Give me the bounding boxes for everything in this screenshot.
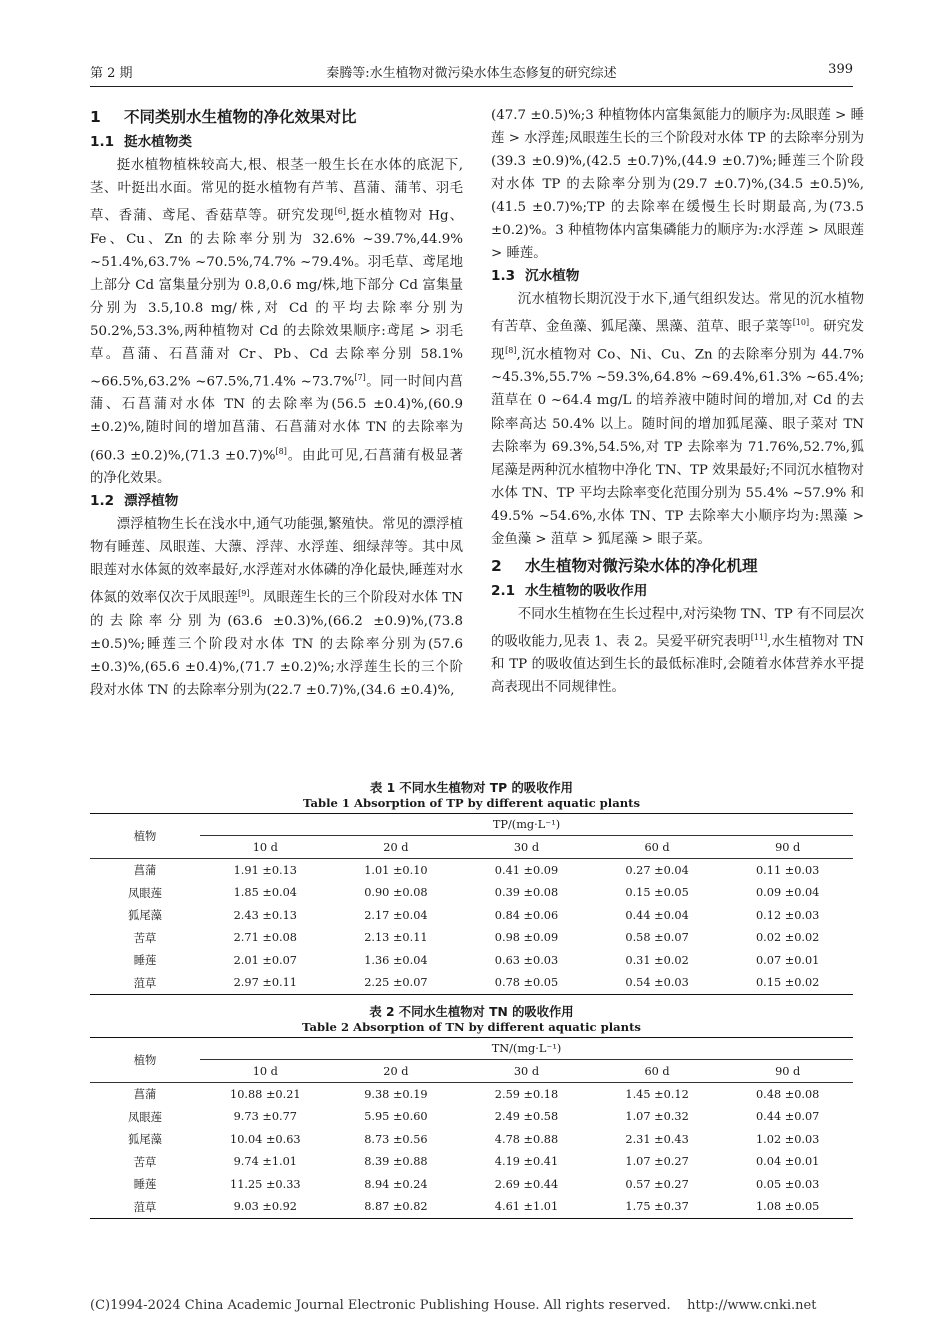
copyright-footer: (C)1994-2024 China Academic Journal Electronic Publishing House. All rights reserved. http://www.cnki.net	[90, 1298, 817, 1313]
table-row: 狐尾藻 10.04 ±0.63 8.73 ±0.56 4.78 ±0.88 2.31 ±0.43 1.02 ±0.03	[128, 1132, 820, 1147]
citation: [8]	[275, 446, 287, 456]
table-row: 菹草 9.03 ±0.92 8.87 ±0.82 4.61 ±1.01 1.75 ±0.37 1.08 ±0.05	[90, 1196, 853, 1219]
citation: [8]	[505, 345, 517, 355]
section-1-1-heading: 1.1 挺水植物类	[90, 134, 192, 150]
citation: [7]	[354, 372, 366, 382]
row-header-label: 植物	[90, 1038, 200, 1083]
running-title: 秦腾等:水生植物对微污染水体生态修复的研究综述	[326, 66, 617, 81]
paragraph-floating-plants-cont: (47.7 ±0.5)%;3 种植物体内富集氮能力的顺序为:凤眼莲 > 睡莲 > 水浮莲;凤眼莲生长的三个阶段对水体 TP 的去除率分别为(39.3 ±0.9)%,(42.5 ±0.7)%,(44.9 ±0.7)%;睡莲三个阶段对水体 TP 的去除率分别为(29.7 ±0.7)%,(34.5 ±0.5)%,(41.5 ±0.7)%;TP 的去除率在缓慢生长时期最高,为(73.5 ±0.2)%。3 种植物体内富集磷能力的顺序为:水浮莲 > 凤眼莲 > 睡莲。	[491, 108, 864, 262]
section-2-heading: 2 水生植物对微污染水体的净化机理	[491, 556, 758, 575]
table-1	[90, 813, 853, 995]
table-2-caption-zh: 表 2 不同水生植物对 TN 的吸收作用	[369, 1005, 574, 1019]
table-row: 苦草 9.74 ±1.01 8.39 ±0.88 4.19 ±0.41 1.07 ±0.27 0.04 ±0.01	[133, 1155, 820, 1169]
day-header: 60 d	[592, 836, 723, 859]
day-header: 60 d	[592, 1060, 723, 1083]
citation: [6]	[334, 207, 346, 217]
section-1-3-heading: 1.3 沉水植物	[491, 268, 580, 285]
day-header: 10 d	[200, 836, 331, 859]
table-2	[90, 1037, 853, 1219]
page-number: 399	[828, 62, 853, 77]
paragraph-absorption: 不同水生植物在生长过程中,对污染物 TN、TP 有不同层次的吸收能力,见表 1、表 2。吴爱平研究表明[11],水生植物对 TN 和 TP 的吸收值达到生长的最低标准时,会随着水体营养水平提高表现出不同规律性。	[491, 606, 864, 696]
table-row: 狐尾藻 2.43 ±0.13 2.17 ±0.04 0.84 ±0.06 0.44 ±0.04 0.12 ±0.03	[128, 908, 820, 923]
table-2-caption-en: Table 2 Absorption of TN by different aquatic plants	[302, 1020, 641, 1034]
day-header: 20 d	[331, 1060, 462, 1083]
right-column	[491, 104, 864, 699]
day-header: 90 d	[722, 1060, 853, 1083]
citation: [11]	[750, 632, 768, 642]
table-1-caption-zh: 表 1 不同水生植物对 TP 的吸收作用	[370, 781, 573, 795]
citation: [9]	[238, 589, 250, 599]
issue-label: 第 2 期	[90, 66, 133, 81]
day-header: 90 d	[722, 836, 853, 859]
unit-label: TP/(mg·L⁻¹)	[200, 814, 853, 836]
paragraph-submerged-plants: 沉水植物长期沉没于水下,通气组织发达。常见的沉水植物有苦草、金鱼藻、狐尾藻、黑藻、菹草、眼子菜等[10]。研究发现[8],沉水植物对 Co、Ni、Cu、Zn 的去除率分别为 44.7% ~45.3%,55.7% ~59.3%,64.8% ~69.4%,61.3% ~65.4%;菹草在 0 ~64.4 mg/L 的培养液中随时间的增加,对 Cd 的去除率高达 50.4% 以上。随时间的增加狐尾藻、眼子菜对 TN 去除率为 69.3%,54.5%,对 TP 去除率为 71.76%,52.7%,狐尾藻是两种沉水植物中净化 TN、TP 效果最好;不同沉水植物对水体 TN、TP 平均去除率变化范围分别为 55.4% ~57.9% 和 49.5% ~54.6%,水体 TN、TP 去除率大小顺序均为:黑藻 > 金鱼藻 > 菹草 > 狐尾藻 > 眼子菜。	[491, 292, 865, 547]
section-2-1-heading: 2.1 水生植物的吸收作用	[491, 582, 648, 599]
table-row: 凤眼莲 1.85 ±0.04 0.90 ±0.08 0.39 ±0.08 0.15 ±0.05 0.09 ±0.04	[128, 886, 820, 900]
day-header: 30 d	[461, 1060, 592, 1083]
unit-label: TN/(mg·L⁻¹)	[200, 1038, 853, 1060]
header-rule	[90, 86, 853, 87]
table-row: 睡莲 2.01 ±0.07 1.36 ±0.04 0.63 ±0.03 0.31 ±0.02 0.07 ±0.01	[133, 953, 820, 968]
day-header: 20 d	[331, 836, 462, 859]
table-1-caption-en: Table 1 Absorption of TP by different aquatic plants	[302, 796, 641, 810]
running-header	[90, 62, 853, 82]
table-row: 菖蒲 1.91 ±0.13 1.01 ±0.10 0.41 ±0.09 0.27 ±0.04 0.11 ±0.03	[133, 863, 820, 878]
day-header: 10 d	[200, 1060, 331, 1083]
table-row: 菖蒲 10.88 ±0.21 9.38 ±0.19 2.59 ±0.18 1.45 ±0.12 0.48 ±0.08	[133, 1087, 820, 1102]
citation: [10]	[792, 318, 810, 328]
section-1-2-heading: 1.2 漂浮植物	[90, 493, 179, 510]
table-row: 苦草 2.71 ±0.08 2.13 ±0.11 0.98 ±0.09 0.58 ±0.07 0.02 ±0.02	[133, 931, 820, 945]
day-header: 30 d	[461, 836, 592, 859]
table-row: 睡莲 11.25 ±0.33 8.94 ±0.24 2.69 ±0.44 0.57 ±0.27 0.05 ±0.03	[133, 1177, 820, 1192]
paragraph-floating-plants: 漂浮植物生长在浅水中,通气功能强,繁殖快。常见的漂浮植物有睡莲、凤眼莲、大薸、浮萍、水浮莲、细绿萍等。其中凤眼莲对水体氮的效率最好,水浮莲对水体磷的净化最快,睡莲对水体氮的效率仅次于凤眼莲[9]。凤眼莲生长的三个阶段对水体 TN 的去除率分别为(63.6 ±0.3)%,(66.2 ±0.9)%,(73.8 ±0.5)%;睡莲三个阶段对水体 TN 的去除率分别为(57.6 ±0.3)%,(65.6 ±0.4)%,(71.7 ±0.2)%;水浮莲生长的三个阶段对水体 TN 的去除率分别为(22.7 ±0.7)%,(34.6 ±0.4)%,	[90, 517, 464, 698]
left-column	[90, 104, 463, 702]
table-row: 凤眼莲 9.73 ±0.77 5.95 ±0.60 2.49 ±0.58 1.07 ±0.32 0.44 ±0.07	[128, 1110, 820, 1124]
paragraph-emergent-plants: 挺水植物植株较高大,根、根茎一般生长在水体的底泥下,茎、叶挺出水面。常见的挺水植物有芦苇、菖蒲、蒲苇、羽毛草、香蒲、鸢尾、香菇草等。研究发现[6],挺水植物对 Hg、Fe、Cu、Zn 的去除率分别为 32.6% ~39.7%,44.9% ~51.4%,63.7% ~70.5%,74.7% ~79.4%。羽毛草、鸢尾地上部分 Cd 富集量分别为 0.8,0.6 mg/株,地下部分 Cd 富集量分别为 3.5,10.8 mg/株,对 Cd 的平均去除率分别为 50.2%,53.3%,两种植物对 Cd 的去除效果顺序:鸢尾 > 羽毛草。菖蒲、石菖蒲对 Cr、Pb、Cd 去除率分别 58.1% ~66.5%,63.2% ~67.5%,71.4% ~73.7%[7]。同一时间内菖蒲、石菖蒲对水体 TN 的去除率为(56.5 ±0.4)%,(60.9 ±0.2)%,随时间的增加菖蒲、石菖蒲对水体 TN 的去除率为(60.3 ±0.2)%,(71.3 ±0.7)%[8]。由此可见,石菖蒲有极显著的净化效果。	[90, 158, 463, 487]
section-1-heading: 1 不同类别水生植物的净化效果对比	[90, 108, 357, 126]
row-header-label: 植物	[90, 814, 200, 859]
table-row: 菹草 2.97 ±0.11 2.25 ±0.07 0.78 ±0.05 0.54 ±0.03 0.15 ±0.02	[90, 972, 853, 995]
